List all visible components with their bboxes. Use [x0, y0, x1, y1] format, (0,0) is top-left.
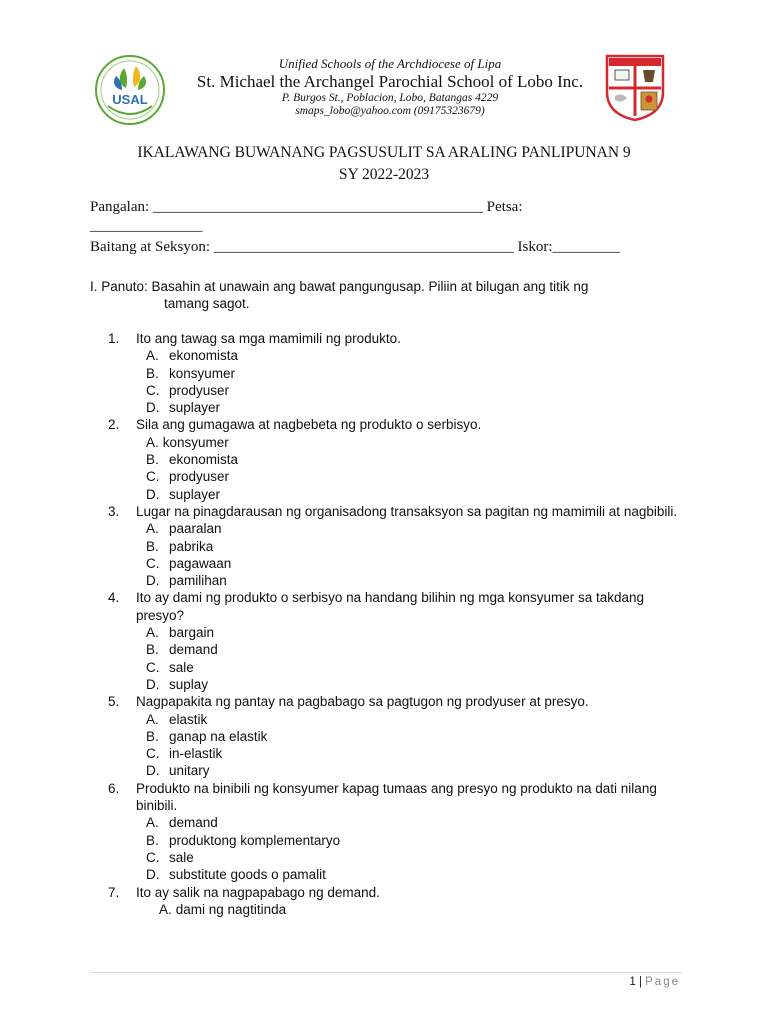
option-letter: A. [146, 521, 159, 537]
date-blank: _______________ [90, 218, 203, 234]
option-letter: C. [146, 555, 160, 571]
option-text: in-elastik [169, 746, 223, 762]
school-contact: smaps_lobo@yahoo.com (09175323679) [295, 105, 485, 117]
option-text: prodyuser [169, 382, 230, 398]
org-line: Unified Schools of the Archdiocese of Lipa [278, 56, 502, 71]
answer-option[interactable] [108, 520, 688, 537]
option-letter: C. [146, 469, 160, 485]
question-number: 5. [108, 694, 120, 710]
usal-logo [94, 54, 166, 126]
question-item [108, 780, 688, 815]
answer-option[interactable] [108, 434, 688, 451]
option-letter: C. [146, 659, 160, 675]
answer-option[interactable] [108, 382, 688, 399]
option-letter: D. [146, 486, 160, 502]
option-letter: B. [146, 832, 159, 848]
option-text: prodyuser [169, 469, 230, 485]
option-letter: B. [146, 728, 159, 744]
option-text: ekonomista [169, 452, 239, 468]
option-letter: B. [146, 538, 159, 554]
option-text: unitary [169, 763, 210, 779]
question-list [108, 330, 688, 918]
question-number: 2. [108, 417, 120, 433]
logo-text: USAL [112, 92, 148, 107]
school-year: SY 2022-2023 [338, 166, 430, 183]
option-text: suplay [169, 676, 209, 692]
school-address: P. Burgos St., Poblacion, Lobo, Batangas 4229 [281, 92, 499, 104]
question-number: 7. [108, 884, 120, 900]
answer-option[interactable] [108, 624, 688, 641]
option-text: dami ng nagtitinda [175, 901, 287, 917]
option-letter: D. [146, 400, 160, 416]
option-letter: A. [146, 711, 159, 727]
answer-option[interactable] [108, 468, 688, 485]
answer-option[interactable] [108, 745, 688, 762]
letterhead [0, 0, 768, 130]
option-text: demand [169, 642, 218, 658]
answer-option[interactable] [108, 728, 688, 745]
answer-option[interactable] [108, 347, 688, 364]
name-date-field: Pangalan: ____________________________________________ Petsa: [90, 199, 523, 215]
answer-option[interactable] [108, 486, 688, 503]
option-text: sale [169, 849, 194, 865]
option-letter: D. [146, 573, 160, 589]
answer-option[interactable] [108, 814, 688, 831]
option-letter: D. [146, 867, 160, 883]
option-text: produktong komplementaryo [169, 832, 341, 848]
page-label: Page [645, 976, 680, 988]
answer-option[interactable] [108, 555, 688, 572]
question-text: Produkto na binibili ng konsyumer kapag tumaas ang presyo ng produkto na dati nilang binibili. [136, 780, 657, 814]
option-text: suplayer [169, 486, 221, 502]
instructions-line1: I. Panuto: Basahin at unawain ang bawat pangungusap. Piliin at bilugan ang titik ng [90, 279, 589, 294]
question-number: 6. [108, 780, 120, 796]
answer-option[interactable] [108, 365, 688, 382]
question-text: Nagpapakita ng pantay na pagbabago sa pagtugon ng prodyuser at presyo. [136, 694, 589, 710]
question-text: Ito ay salik na nagpapabago ng demand. [136, 884, 380, 900]
answer-option[interactable] [108, 849, 688, 866]
question-number: 1. [108, 331, 120, 346]
student-info-fields [90, 198, 690, 257]
answer-option[interactable] [108, 832, 688, 849]
answer-option[interactable] [108, 901, 688, 918]
answer-option[interactable] [108, 538, 688, 555]
option-letter: B. [146, 365, 159, 381]
question-number: 4. [108, 590, 120, 606]
answer-option[interactable] [108, 399, 688, 416]
instructions-line2: tamang sagot. [164, 296, 250, 311]
instructions [90, 278, 670, 312]
school-name: St. Michael the Archangel Parochial School of Lobo Inc. [196, 72, 584, 91]
option-text: konsyumer [162, 434, 229, 450]
option-letter: B. [146, 642, 159, 658]
answer-option[interactable] [108, 711, 688, 728]
option-letter: D. [146, 676, 160, 692]
option-text: ekonomista [169, 348, 239, 364]
option-letter: A. [159, 901, 172, 917]
question-number: 3. [108, 503, 120, 519]
option-letter: A. [146, 348, 159, 364]
question-item [108, 503, 688, 520]
exam-title-line1: IKALAWANG BUWANANG PAGSUSULIT SA ARALING PANLIPUNAN 9 [137, 144, 631, 161]
question-text: Ito ay dami ng produkto o serbisyo na handang bilihin ng mga konsyumer sa takdang presyo? [136, 590, 645, 623]
question-item [108, 416, 688, 433]
option-letter: C. [146, 849, 160, 865]
page-footer [560, 976, 680, 988]
answer-option[interactable] [108, 659, 688, 676]
answer-option[interactable] [108, 762, 688, 779]
option-text: suplayer [169, 400, 221, 416]
option-text: substitute goods o pamalit [169, 867, 326, 883]
option-letter: D. [146, 763, 160, 779]
answer-option[interactable] [108, 641, 688, 658]
question-text: Ito ang tawag sa mga mamimili ng produkto. [136, 331, 401, 346]
parish-seal-icon [603, 52, 667, 122]
option-letter: C. [146, 746, 160, 762]
answer-option[interactable] [108, 451, 688, 468]
answer-option[interactable] [108, 676, 688, 693]
question-text: Sila ang gumagawa at nagbebeta ng produkto o serbisyo. [136, 417, 482, 433]
option-letter: B. [146, 452, 159, 468]
question-item [108, 884, 688, 901]
exam-title [80, 142, 688, 186]
question-text: Lugar na pinagdarausan ng organisadong transaksyon sa pagitan ng mamimili at nagbibili. [136, 503, 678, 519]
footer-divider [90, 972, 682, 973]
option-text: pamilihan [169, 573, 227, 589]
option-letter: A. [146, 815, 159, 831]
question-item [108, 693, 688, 710]
answer-option[interactable] [108, 866, 688, 883]
option-text: demand [169, 815, 218, 831]
question-item [108, 330, 688, 347]
page-number: 1 [629, 976, 636, 988]
option-text: elastik [169, 711, 208, 727]
option-letter: C. [146, 382, 160, 398]
option-text: paaralan [169, 521, 222, 537]
option-text: konsyumer [169, 365, 236, 381]
option-text: pagawaan [169, 555, 232, 571]
option-text: sale [169, 659, 194, 675]
option-letter: A. [146, 434, 159, 450]
option-letter: A. [146, 625, 159, 641]
page-separator: | [638, 976, 642, 988]
school-info [180, 56, 600, 118]
option-text: pabrika [169, 538, 214, 554]
section-score-field: Baitang at Seksyon: ________________________________________ Iskor:_________ [90, 239, 620, 255]
option-text: bargain [169, 625, 215, 641]
question-item [108, 589, 688, 624]
option-text: ganap na elastik [169, 728, 268, 744]
answer-option[interactable] [108, 572, 688, 589]
